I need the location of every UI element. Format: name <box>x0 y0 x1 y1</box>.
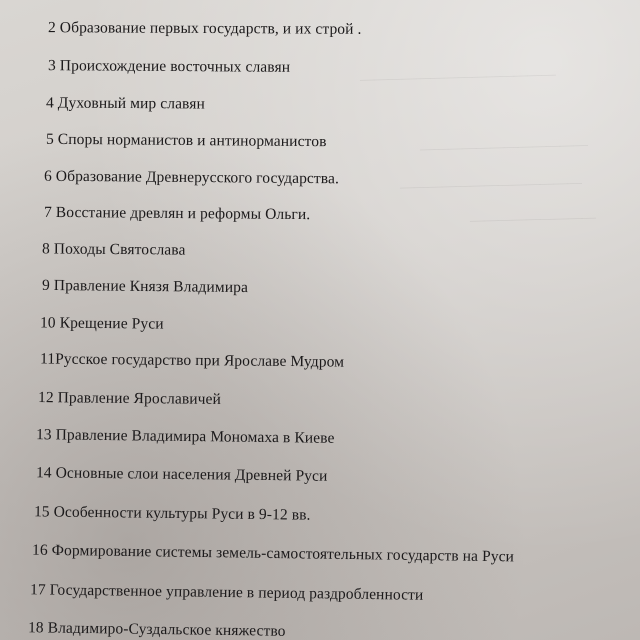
list-item: 15 Особенности культуры Руси в 9-12 вв. <box>33 503 311 524</box>
list-item: 17 Государственное управление в период раздробленности <box>29 581 424 604</box>
list-item: 3 Происхождение восточных славян <box>47 57 291 76</box>
list-item: 18 Владимиро-Суздальское княжество <box>27 619 286 640</box>
list-item: 13 Правление Владимира Мономаха в Киеве <box>35 426 335 447</box>
list-item: 12 Правление Ярославичей <box>37 389 222 408</box>
list-item: 8 Походы Святослава <box>41 240 186 259</box>
list-item: 9 Правление Князя Владимира <box>41 276 249 297</box>
list-item: 4 Духовный мир славян <box>45 94 205 113</box>
list-item: 11Русское государство при Ярославе Мудром <box>39 350 345 371</box>
show-through-text: ————————————— <box>399 175 583 196</box>
list-item: 6 Образование Древнерусского государства. <box>43 167 340 188</box>
list-item: 14 Основные слои населения Древней Руси <box>35 464 328 485</box>
list-item: 7 Восстание древлян и реформы Ольги. <box>43 203 311 224</box>
list-item: 16 Формирование системы земель-самостоятельных государств на Руси <box>31 541 515 566</box>
list-item: 10 Крещение Руси <box>39 314 164 333</box>
show-through-text: —————————————— <box>359 67 557 88</box>
list-item: 5 Споры норманистов и антинорманистов <box>45 130 327 151</box>
show-through-text: ————————— <box>469 210 597 229</box>
show-through-text: ———————————— <box>419 137 589 158</box>
list-item: 2 Образование первых государств, и их строй . <box>47 19 362 38</box>
